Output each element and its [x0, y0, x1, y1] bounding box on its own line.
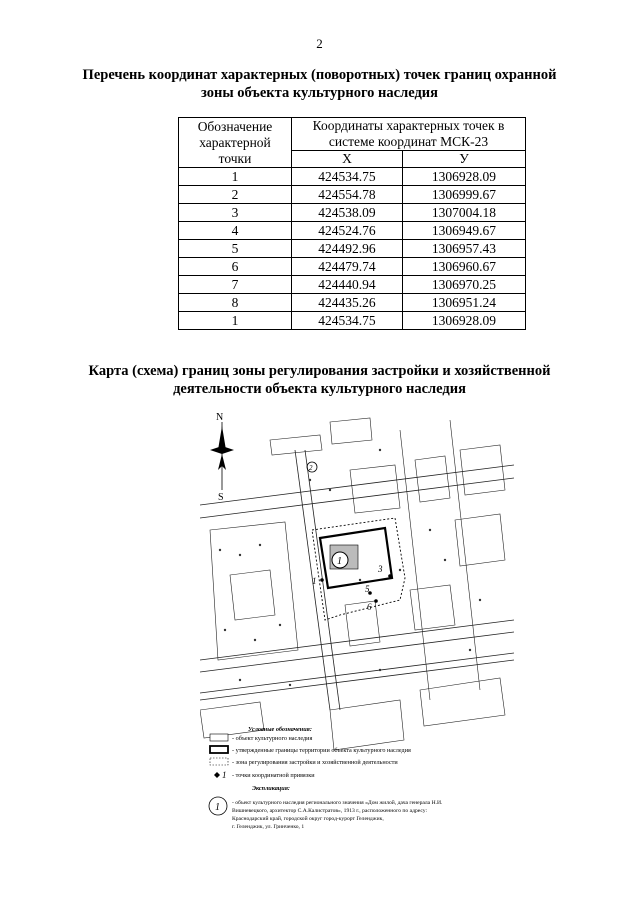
- point-label-3: 3: [378, 564, 383, 574]
- legend-point-icon: [214, 772, 220, 778]
- explication-line-2: Вишневецкого, архитектор С.А.Калистратов», 1913 г., расположенного по адресу:: [232, 808, 428, 814]
- title-line-2: деятельности объекта культурного наследия: [173, 381, 466, 397]
- x-header: Х: [292, 151, 403, 168]
- table-row: 3 424538.09 1307004.18: [179, 204, 526, 222]
- table-row: 5 424492.96 1306957.43: [179, 240, 526, 258]
- legend-item-3: - зона регулирования застройки и хозяйственной деятельности: [232, 759, 398, 766]
- explication-line-3: Краснодарский край, городской округ город-курорт Геленджик,: [232, 816, 384, 822]
- point-label-5: 5: [365, 584, 370, 594]
- point-label-6: 6: [367, 602, 372, 612]
- point-label-1: 1: [312, 576, 317, 586]
- coordinates-table: [178, 117, 526, 330]
- explication: [209, 785, 443, 830]
- table-row: 2 424554.78 1306999.67: [179, 186, 526, 204]
- explication-title: Экспликация:: [252, 785, 290, 792]
- north-label: N: [216, 412, 224, 423]
- object-marker-label: 1: [337, 556, 342, 567]
- title-line-1: Перечень координат характерных (поворотных) точек границ охранной: [82, 67, 557, 83]
- legend-item-4-mark: 1: [222, 770, 227, 780]
- legend-item-4: - точки координатной привязки: [232, 772, 315, 779]
- table-row: 8 424435.26 1306951.24: [179, 294, 526, 312]
- legend-title: Условные обозначения:: [248, 726, 312, 733]
- legend: [210, 726, 411, 780]
- explication-line-4: г. Геленджик, ул. Гринченко, 1: [232, 824, 305, 830]
- y-header: У: [402, 151, 525, 168]
- page-number: 2: [316, 36, 323, 51]
- table-row: 1 424534.75 1306928.09: [179, 168, 526, 186]
- explication-marker-label: 1: [215, 802, 220, 813]
- table-row: 7 424440.94 1306970.25: [179, 276, 526, 294]
- table-row: 1 424534.75 1306928.09: [179, 312, 526, 330]
- legend-swatch-boundary: [210, 746, 228, 753]
- title-line-1: Карта (схема) границ зоны регулирования застройки и хозяйственной: [88, 363, 551, 379]
- map-marker-2-label: 2: [309, 464, 313, 472]
- table-row: 4 424524.76 1306949.67: [179, 222, 526, 240]
- legend-swatch-object: [210, 734, 228, 741]
- title-line-2: зоны объекта культурного наследия: [200, 85, 439, 101]
- explication-line-1: - объект культурного наследия регионального значения «Дом жилой, дача генерала Н.И.: [232, 800, 443, 806]
- coordinates-list-title: [20, 66, 619, 102]
- legend-item-2: - утвержденные границы территории объекта культурного наследия: [232, 747, 411, 754]
- point-designation-header: Обозначение характерной точки: [179, 118, 292, 168]
- south-label: S: [218, 492, 224, 503]
- legend-item-1: - объект культурного наследия: [232, 735, 313, 742]
- table-row: 6 424479.74 1306960.67: [179, 258, 526, 276]
- legend-swatch-zone: [210, 758, 228, 765]
- map-title: [20, 362, 619, 398]
- coordinates-header: Координаты характерных точек в системе координат МСК-23: [292, 118, 526, 151]
- north-arrow-icon: [210, 422, 234, 490]
- zoning-map: [200, 410, 514, 854]
